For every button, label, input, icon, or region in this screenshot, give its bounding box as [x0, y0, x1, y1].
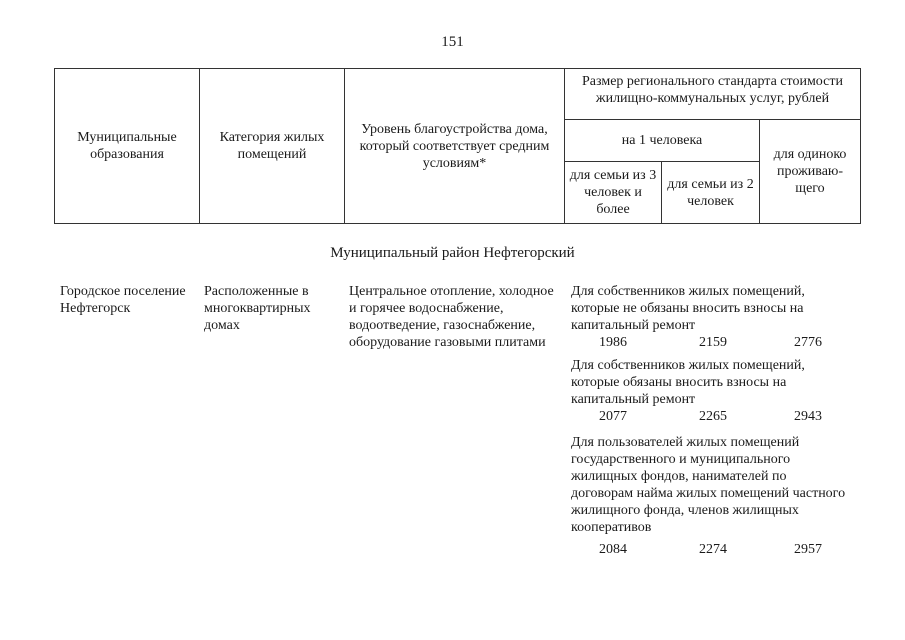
value-family-2: 2274: [699, 542, 727, 557]
category-cell: Расположенные в многоквартирных домах: [204, 284, 311, 333]
header-family-3: для семьи из 3 человек и более: [565, 162, 662, 224]
value-single: 2957: [794, 542, 822, 557]
values-row: [571, 408, 861, 425]
improvement-level-cell: Центральное отопление, холодное и горячее водоснабжение, водоотведение, газоснабжение, оборудование газовыми плитами: [349, 284, 554, 350]
header-family-2: для семьи из 2 человек: [662, 162, 760, 224]
header-per-person: на 1 человека: [565, 120, 760, 162]
header-single-person: для одиноко проживаю-щего: [760, 120, 861, 224]
header-municipalities: Муниципальные образования: [55, 69, 200, 224]
group-label: Для собственников жилых помещений, которые обязаны вносить взносы на капитальный ремонт: [571, 358, 805, 407]
value-family-3: 1986: [599, 335, 627, 350]
value-family-2: 2265: [699, 409, 727, 424]
municipality-cell: Городское поселение Нефтегорск: [60, 284, 186, 316]
values-row: [571, 334, 861, 351]
district-title: Муниципальный район Нефтегорский: [330, 245, 575, 261]
group-label: Для пользователей жилых помещений государственного и муниципального жилищных фондов, нанимателей по договорам найма жилых помещений частного жилищного фонда, членов жилищных кооперативов: [571, 435, 846, 535]
values-row: [571, 541, 861, 558]
value-family-3: 2077: [599, 409, 627, 424]
page-number: 151: [441, 34, 464, 50]
table-header: [54, 68, 861, 224]
value-family-2: 2159: [699, 335, 727, 350]
header-standard-size: Размер регионального стандарта стоимости жилищно-коммунальных услуг, рублей: [565, 69, 861, 120]
value-single: 2943: [794, 409, 822, 424]
header-housing-category: Категория жилых помещений: [200, 69, 345, 224]
header-improvement-level: Уровень благоустройства дома, который соответствует средним условиям*: [345, 69, 565, 224]
value-family-3: 2084: [599, 542, 627, 557]
group-label: Для собственников жилых помещений, которые не обязаны вносить взносы на капитальный ремонт: [571, 284, 805, 333]
value-single: 2776: [794, 335, 822, 350]
